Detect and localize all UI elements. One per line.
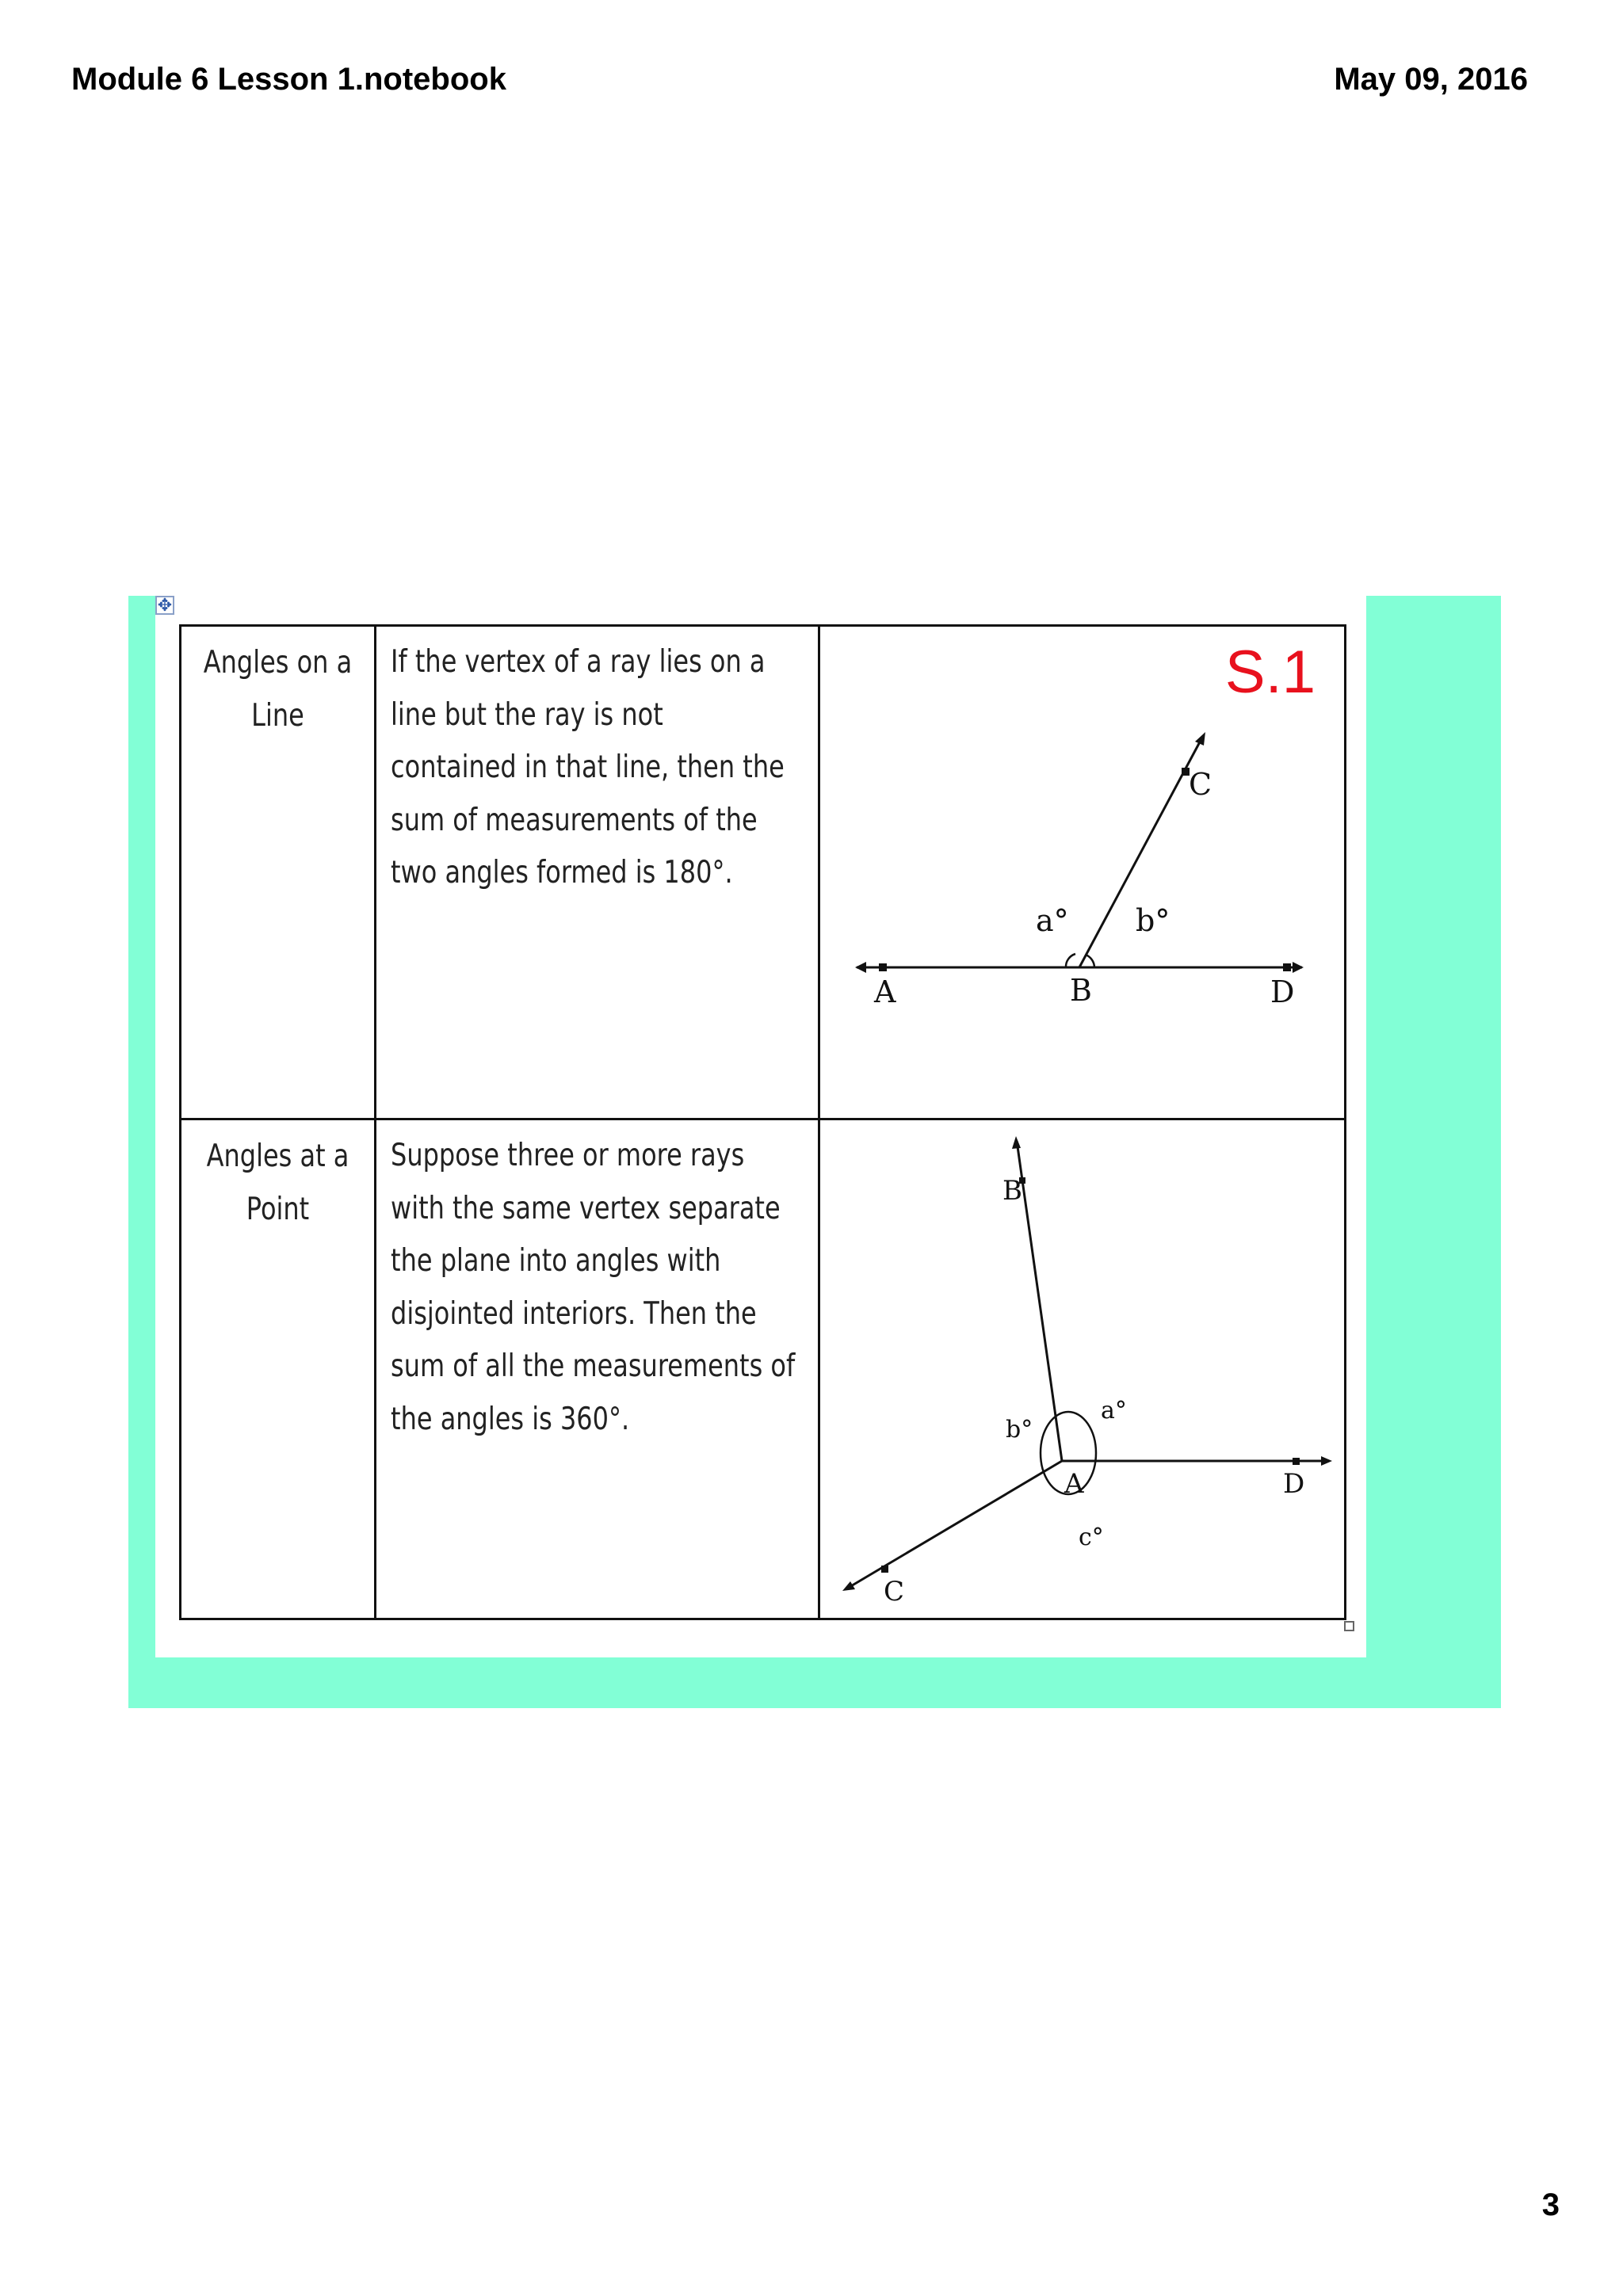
point-d-marker (1293, 1458, 1300, 1465)
arrow-left-icon (855, 962, 866, 973)
description-line: If the vertex of a ray lies on a (391, 644, 766, 680)
arrow-down-left-icon (842, 1581, 855, 1591)
table-row (181, 1119, 1346, 1619)
description-line: the plane into angles with (391, 1243, 721, 1279)
term-angles-at-a-point (199, 1120, 357, 1236)
diagram-cell (819, 626, 1346, 1119)
arrow-up-icon (1195, 732, 1205, 746)
description-line: disjointed interiors. Then the (391, 1295, 757, 1332)
label-angle-c: c° (1079, 1524, 1104, 1551)
diagram-angles-on-a-line (820, 627, 1344, 1118)
description-line: Suppose three or more rays (391, 1138, 745, 1173)
term-line: Line (251, 698, 304, 734)
arrow-up-icon (1012, 1136, 1021, 1149)
term-line: Angles on a (203, 645, 353, 681)
label-point-b: B (1070, 973, 1092, 1008)
ray-ab (1017, 1141, 1062, 1461)
description-cell (376, 626, 819, 1119)
description-angles-on-a-line (376, 627, 807, 900)
definitions-table (179, 624, 1346, 1620)
term-line: Angles at a (206, 1138, 349, 1174)
angles-at-point-figure (820, 1120, 1346, 1618)
ray-ac (846, 1461, 1062, 1589)
angle-b-arc (1086, 955, 1094, 967)
term-line: Point (246, 1192, 310, 1227)
label-point-a: A (874, 974, 896, 1009)
description-line: sum of all the measurements of (391, 1348, 796, 1384)
label-angle-a: a° (1101, 1397, 1127, 1425)
notebook-title: Module 6 Lesson 1.notebook (71, 62, 506, 97)
term-angles-on-a-line (199, 627, 357, 742)
label-point-b: B (1002, 1175, 1022, 1207)
angle-a-arc (1066, 954, 1075, 967)
point-d-marker (1283, 963, 1291, 971)
label-point-d: D (1270, 974, 1295, 1009)
label-angle-b: b° (1006, 1416, 1033, 1444)
term-cell (181, 626, 376, 1119)
description-line: with the same vertex separate (391, 1190, 781, 1226)
label-angle-b: b° (1136, 903, 1170, 938)
description-line: two angles formed is 180°. (391, 855, 733, 891)
description-line: sum of measurements of the (391, 802, 758, 838)
label-angle-a: a° (1036, 903, 1069, 938)
description-line: the angles is 360°. (391, 1401, 630, 1437)
description-angles-at-a-point (376, 1120, 807, 1446)
point-c-marker (881, 1566, 888, 1573)
label-point-a: A (1064, 1468, 1084, 1500)
label-point-c: C (1189, 767, 1212, 802)
slide-number-label: S.1 (1224, 639, 1316, 706)
arrow-right-icon (1293, 962, 1304, 973)
arrow-right-icon (1321, 1456, 1332, 1466)
angles-on-line-figure (820, 627, 1346, 1118)
diagram-angles-at-a-point (820, 1120, 1344, 1618)
table-move-handle-icon[interactable]: ✥ (155, 596, 174, 615)
page-number: 3 (1541, 2187, 1560, 2222)
label-point-c: C (884, 1576, 905, 1608)
label-point-d: D (1283, 1468, 1305, 1500)
table-resize-handle-icon[interactable] (1344, 1621, 1354, 1631)
point-a-marker (879, 963, 887, 971)
table-row (181, 626, 1346, 1119)
description-cell (376, 1119, 819, 1619)
description-line: line but the ray is not (391, 696, 663, 733)
notebook-date: May 09, 2016 (1334, 62, 1528, 97)
description-line: contained in that line, then the (391, 749, 785, 785)
term-cell (181, 1119, 376, 1619)
diagram-cell (819, 1119, 1346, 1619)
